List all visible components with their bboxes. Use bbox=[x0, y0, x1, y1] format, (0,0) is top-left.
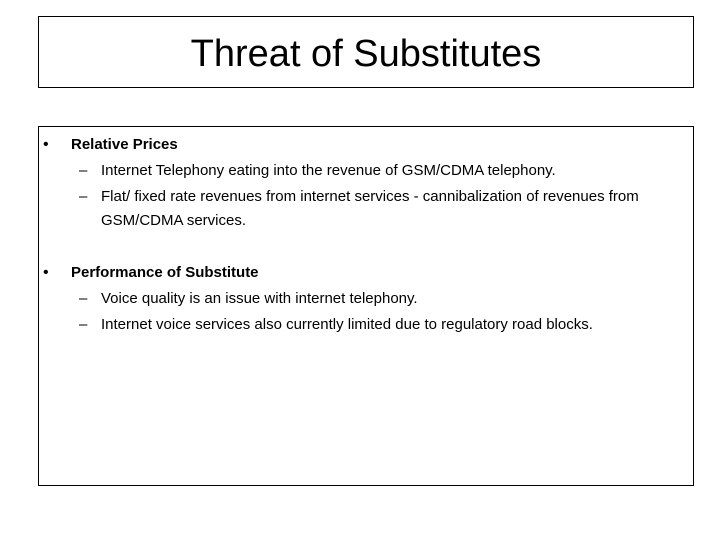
bullet-row bbox=[39, 261, 693, 285]
bullet-row bbox=[39, 133, 693, 157]
dash-icon: – bbox=[79, 316, 88, 333]
dash-icon: – bbox=[79, 162, 88, 179]
bullet-dot-icon: • bbox=[43, 136, 49, 153]
dash-icon: – bbox=[79, 188, 88, 205]
title-box bbox=[38, 16, 694, 88]
slide-title: Threat of Substitutes bbox=[190, 33, 542, 75]
sub-point bbox=[39, 185, 693, 233]
dash-icon: – bbox=[79, 290, 88, 307]
section-heading: Performance of Substitute bbox=[71, 264, 259, 281]
section-relative-prices bbox=[39, 133, 693, 233]
sub-point bbox=[39, 313, 693, 337]
sub-point bbox=[39, 287, 693, 311]
sub-point-text: Internet voice services also currently limited due to regulatory road blocks. bbox=[101, 316, 593, 333]
section-performance-of-substitute bbox=[39, 261, 693, 337]
sub-point-text: Internet Telephony eating into the revenue of GSM/CDMA telephony. bbox=[101, 162, 556, 179]
bullet-dot-icon: • bbox=[43, 264, 49, 281]
section-heading: Relative Prices bbox=[71, 136, 178, 153]
sub-point bbox=[39, 159, 693, 183]
sub-point-text: Flat/ fixed rate revenues from internet services - cannibalization of revenues from GSM/CDMA services. bbox=[101, 188, 639, 229]
sub-point-text: Voice quality is an issue with internet telephony. bbox=[101, 290, 418, 307]
content-box bbox=[38, 126, 694, 486]
